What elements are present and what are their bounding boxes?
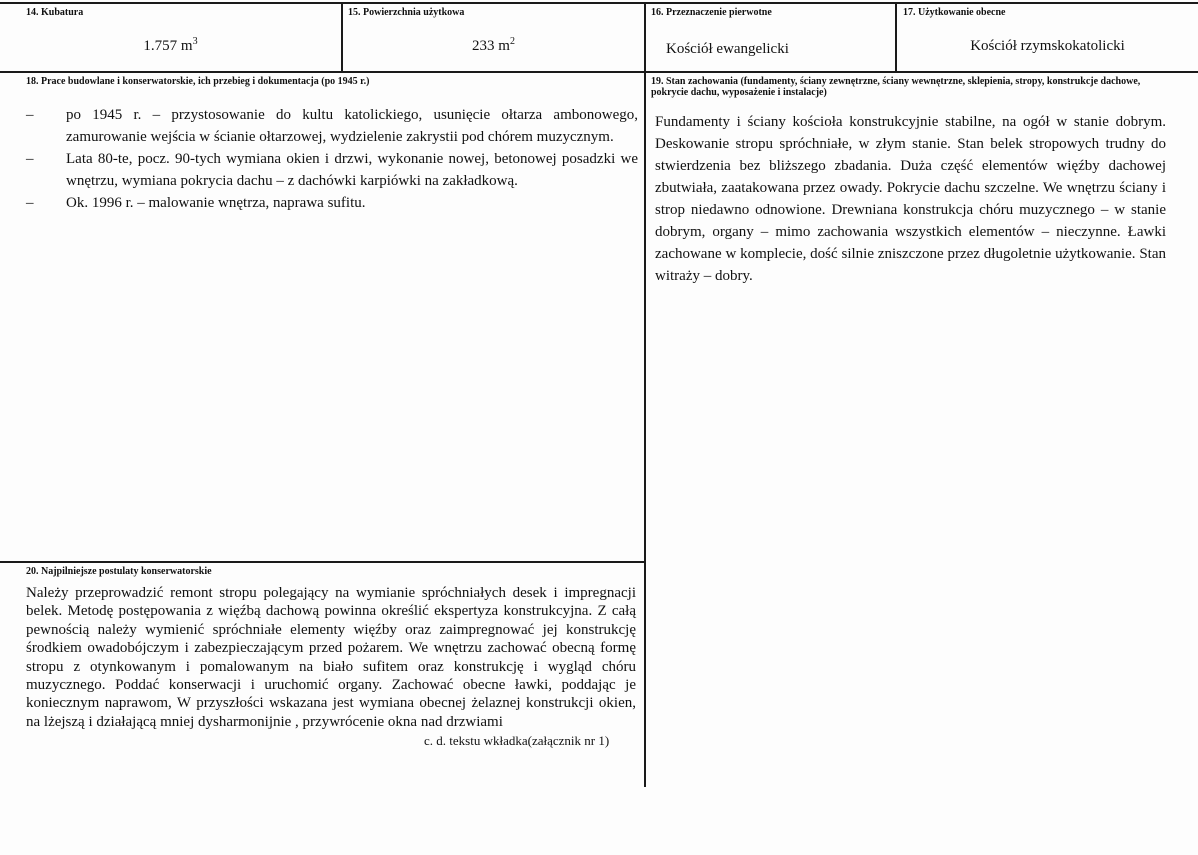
row1-bottom-border	[0, 71, 1198, 73]
field-20-label: 20. Najpilniejsze postulaty konserwatorskie	[26, 566, 212, 577]
section-divider-18-20	[0, 561, 646, 563]
field-14-unit-exponent: 3	[192, 36, 198, 47]
field-19-condition-text: Fundamenty i ściany kościoła konstrukcyjnie stabilne, na ogół w stanie dobrym. Deskowanie stropu spróchniałe, w złym stanie. Stan belek stropowych trudny do stwierdzenia bez bliższego zbadania. Duża część elementów więźby dachowej zbutwiała, zaatakowana przez owady. Pokrycie dachu szczelne. We wnętrzu ściany i strop niedawno odnowione. Drewniana konstrukcja chóru muzycznego – w stanie dobrym, organy – mimo zachowania wszystkich elementów – nieczynne. Ławki zachowane w komplecie, dość silnie zniszczone przez długoletnie użytkowanie. Stan witraży – dobry.	[655, 114, 1166, 284]
field-20-postulates-text: Należy przeprowadzić remont stropu polegający na wymianie spróchniałych desek i impregnacji belek. Metodę postępowania z więźbą dachową powinna określić ekspertyza konstrukcyjna. Z całą pewnością należy wymienić spróchniałe elementy więźby oraz zaimpregnować jej konstrukcję środkiem owadobójczym i zabezpieczającym przed pożarem. We wnętrzu zachować obecną formę stropu z otynkowanym i pomalowanym na biało sufitem oraz konstrukcję i wygląd chóru muzycznego. Poddać konserwacji i uruchomić organy. Zachować obecne ławki, poddając je koniecznym naprawom, W przyszłości wskazana jest wymiana obecnej żelaznej konstrukcji okien, na lżejszą i działającą mniej dysharmonijnie , przywrócenie okna nad drzwiami	[26, 585, 636, 730]
work-item	[26, 192, 638, 214]
top-border	[0, 2, 1198, 4]
work-item	[26, 104, 638, 148]
field-14-label: 14. Kubatura	[26, 7, 84, 18]
field-15-unit-exponent: 2	[509, 36, 515, 47]
field-18-label: 18. Prace budowlane i konserwatorskie, ich przebieg i dokumentacja (po 1945 r.)	[26, 76, 370, 87]
list-dash: –	[26, 107, 34, 123]
continuation-note: c. d. tekstu wkładka(załącznik nr 1)	[424, 733, 610, 748]
field-18-work-list	[26, 104, 638, 214]
field-15-label: 15. Powierzchnia użytkowa	[348, 7, 465, 18]
field-14-value	[0, 36, 341, 55]
col-divider-2	[644, 2, 646, 787]
field-16-value: Kościół ewangelicki	[666, 41, 789, 57]
work-item	[26, 148, 638, 192]
field-19-label: 19. Stan zachowania (fundamenty, ściany zewnętrzne, ściany wewnętrzne, sklepienia, stropy, konstrukcje dachowe, pokrycie dachu, wyposażenie i instalacje)	[651, 76, 1141, 98]
field-17-label: 17. Użytkowanie obecne	[903, 7, 1006, 18]
field-14-number: 1.757 m	[143, 38, 193, 54]
work-item-text: Lata 80-te, pocz. 90-tych wymiana okien i drzwi, wykonanie nowej, betonowej posadzki we wnętrzu, wymiana pokrycia dachu – z dachówki karpiówki na zakładkową.	[66, 151, 638, 189]
field-15-value	[343, 36, 644, 55]
list-dash: –	[26, 195, 34, 211]
work-item-text: po 1945 r. – przystosowanie do kultu katolickiego, usunięcie ołtarza ambonowego, zamurowanie wejścia w ścianie ołtarzowej, wydzielenie zakrystii pod chórem muzycznym.	[66, 107, 638, 145]
field-17-value: Kościół rzymskokatolicki	[970, 38, 1125, 54]
field-16-label: 16. Przeznaczenie pierwotne	[651, 7, 772, 18]
field-15-number: 233 m	[472, 38, 510, 54]
list-dash: –	[26, 151, 34, 167]
work-item-text: Ok. 1996 r. – malowanie wnętrza, naprawa sufitu.	[66, 195, 366, 211]
